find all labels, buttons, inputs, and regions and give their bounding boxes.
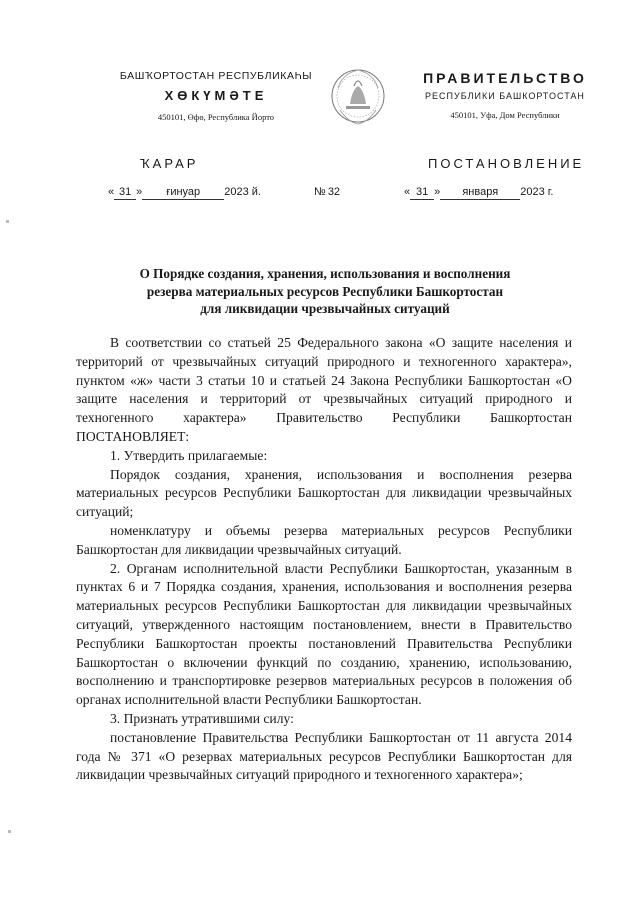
date-open-quote: « (404, 186, 411, 198)
header-bashkir-republic: БАШҠОРТОСТАН РЕСПУБЛИКАҺЫ (119, 70, 313, 82)
date-year-suffix: 23 (532, 186, 545, 198)
coat-of-arms-emblem (328, 64, 388, 130)
title-line-1: О Порядке создания, хранения, использования и восполнения (139, 266, 511, 281)
scan-speck (8, 830, 11, 833)
paragraph-item-1-order: Порядок создания, хранения, использования и восполнения резерва материальных ресурсов Республики Башкортостан для ликвидации чрезвычайных ситуаций; (76, 466, 572, 520)
document-kind-russian: ПОСТАНОВЛЕНИЕ (428, 156, 585, 171)
paragraph-item-1: 1. Утвердить прилагаемые: (110, 447, 268, 463)
date-open-quote: « (108, 186, 115, 198)
title-line-3: для ликвидации чрезвычайных ситуаций (200, 301, 450, 316)
paragraph-item-1-nomenclature: номенклатуру и объемы резерва материальных ресурсов Республики Башкортостан для ликвидации чрезвычайных ситуаций. (76, 522, 572, 557)
paragraph-item-3-resolution: постановление Правительства Республики Башкортостан от 11 августа 2014 года № 371 «О резервах материальных ресурсов Республики Башкортостан для ликвидации чрезвычайных ситуаций природного и техногенного характера»; (76, 729, 572, 783)
date-bashkir (108, 186, 261, 200)
header-bashkir (96, 70, 336, 122)
document-title (90, 265, 560, 318)
paragraph-preamble: В соответствии со статьей 25 Федерального закона «О защите населения и территорий от чрезвычайных ситуаций природного и техногенного характера», пунктом «ж» части 3 статьи 10 и статьей 24 Закона Республики Башкортостан «О защите населения и территорий от чрезвычайных ситуаций природного и техногенного характера» Правительство Республики Башкортостан ПОСТАНОВЛЯЕТ: (76, 335, 572, 444)
number-value: 32 (327, 186, 341, 198)
date-month: ғинуар (142, 186, 224, 200)
document-number (314, 186, 340, 198)
date-year-suffix: 23 (236, 186, 249, 198)
date-close-quote: » (434, 186, 441, 198)
document-kind-bashkir: ҠАРАР (140, 156, 199, 171)
header-russian (400, 70, 610, 120)
date-year-prefix: 20 (520, 186, 533, 198)
title-line-2: резерва материальных ресурсов Республики Башкортостан (146, 283, 504, 299)
paragraph-item-2: 2. Органам исполнительной власти Республики Башкортостан, указанным в пунктах 6 и 7 Порядка создания, хранения, использования и восполнения резерва материальных ресурсов Республики Башкортостан для ликвидации чрезвычайных ситуаций, утвержденного настоящим постановлением, внести в Правительство Республики Башкортостан проекты постановлений Правительства Республики Башкортостан о включении функций по созданию, хранению, использованию, восполнению и транспортировке резервов материальных ресурсов в положения об органах исполнительной власти Республики Башкортостан. (76, 560, 572, 708)
date-year-abbr: г. (547, 186, 554, 198)
date-year-abbr: й. (251, 186, 261, 198)
document-body (76, 334, 572, 785)
date-close-quote: » (136, 186, 143, 198)
header-bashkir-government: ХӨКҮМӘТЕ (164, 88, 268, 103)
date-day: 31 (114, 186, 136, 200)
date-russian (404, 186, 553, 200)
header-russian-address: 450101, Уфа, Дом Республики (450, 110, 560, 120)
date-day: 31 (410, 186, 434, 200)
header-russian-republic: РЕСПУБЛИКИ БАШКОРТОСТАН (425, 91, 585, 101)
date-year-prefix: 20 (224, 186, 237, 198)
header-russian-government: ПРАВИТЕЛЬСТВО (423, 70, 587, 86)
paragraph-item-3: 3. Признать утратившими силу: (110, 710, 294, 726)
date-month: января (440, 186, 520, 200)
scan-speck (6, 220, 9, 223)
number-sign: № (314, 186, 326, 198)
header-bashkir-address: 450101, Өфө, Республика Йорто (157, 112, 275, 122)
